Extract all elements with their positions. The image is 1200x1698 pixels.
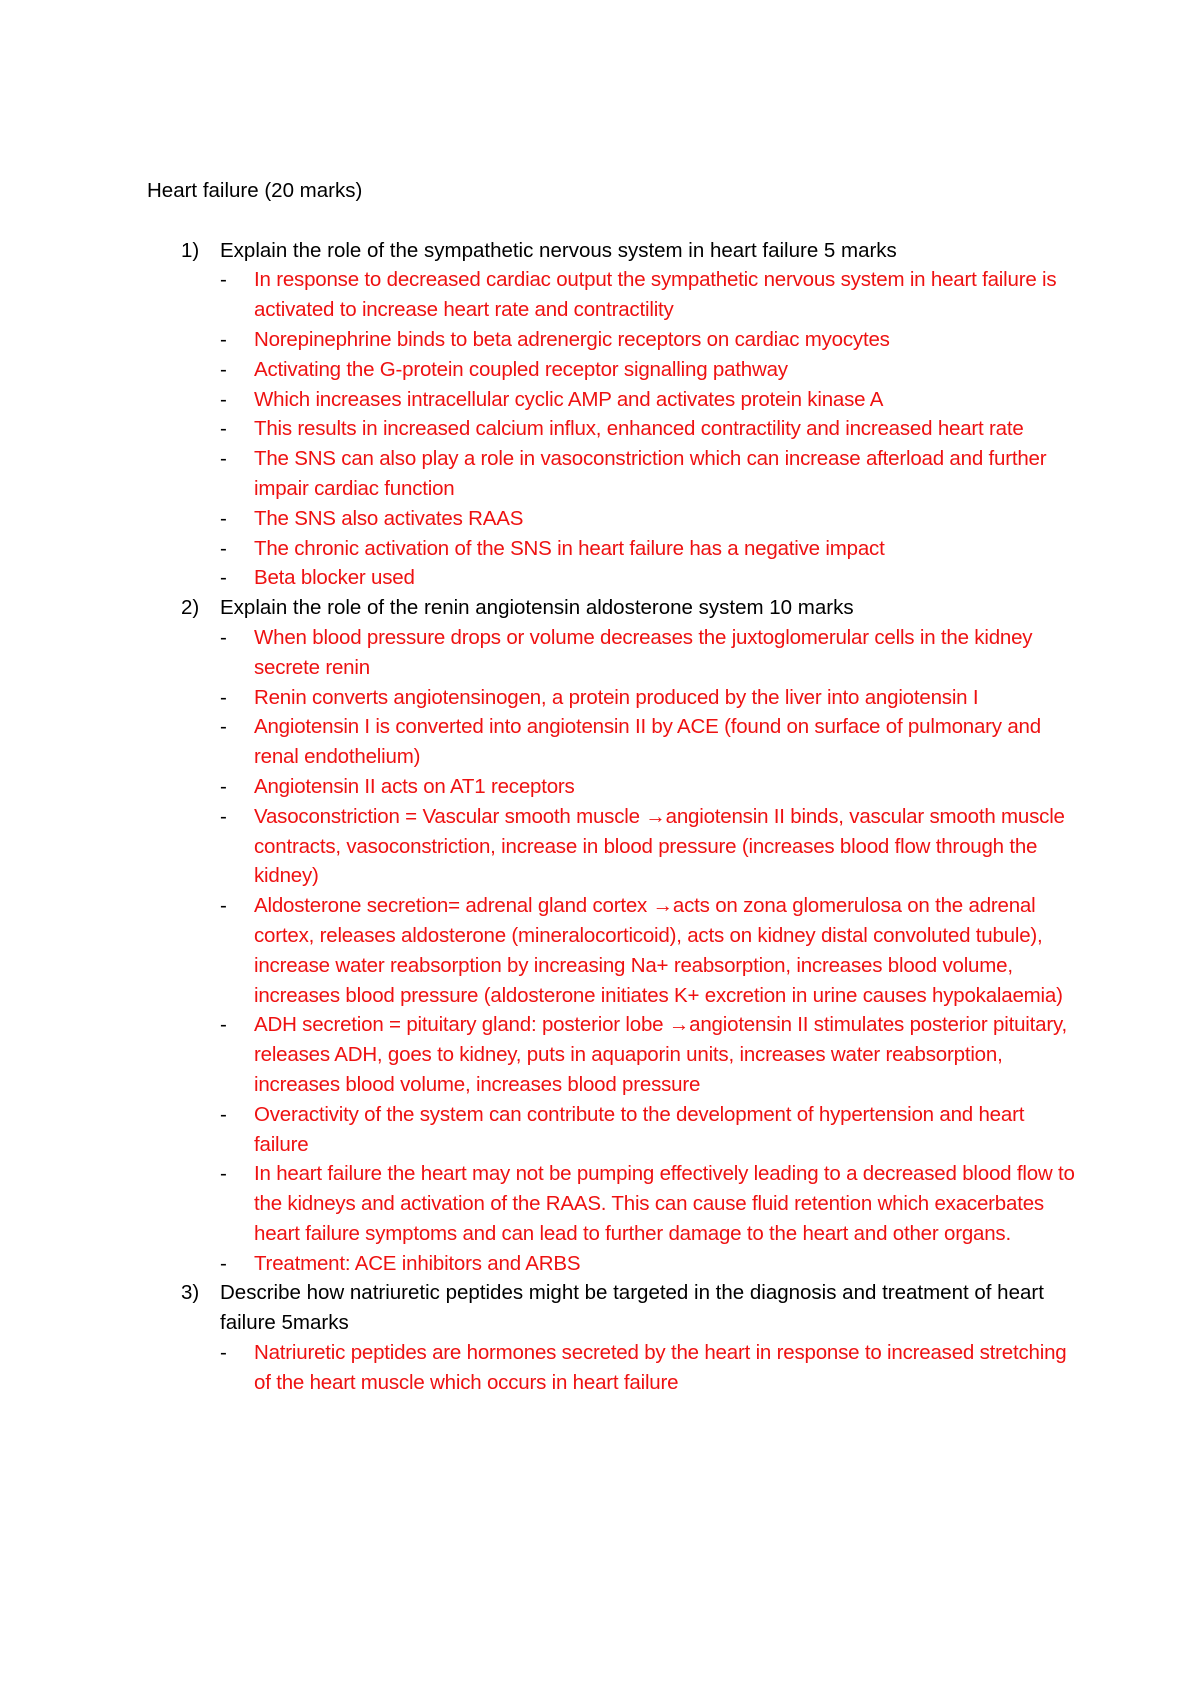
answer-item xyxy=(220,325,1077,355)
answer-item xyxy=(220,1100,1077,1160)
document-body xyxy=(147,176,1077,1398)
bullet-dash: - xyxy=(220,536,227,560)
answer-item xyxy=(220,414,1077,444)
answer-text: Aldosterone secretion= adrenal gland cortex →acts on zona glomerulosa on the adrenal cortex, releases aldosterone (mineralocorticoid), acts on kidney distal convoluted tubule), increase water reabsorption by increasing Na+ reabsorption, increases blood volume, increases blood pressure (aldosterone initiates K+ excretion in urine causes hypokalaemia) xyxy=(254,894,1063,1007)
answer-list xyxy=(220,623,1077,1279)
bullet-dash: - xyxy=(220,566,227,590)
bullet-dash: - xyxy=(220,625,227,649)
answer-item xyxy=(220,1338,1077,1398)
bullet-dash: - xyxy=(220,804,227,828)
question-2 xyxy=(147,593,1077,1278)
bullet-dash: - xyxy=(220,685,227,709)
bullet-dash: - xyxy=(220,1162,227,1186)
answer-text: Beta blocker used xyxy=(254,566,415,590)
bullet-dash: - xyxy=(220,1013,227,1037)
answer-text: Activating the G-protein coupled receptor signalling pathway xyxy=(254,357,788,381)
question-text: Explain the role of the renin angiotensin aldosterone system 10 marks xyxy=(220,596,854,620)
answer-text: Natriuretic peptides are hormones secreted by the heart in response to increased stretching of the heart muscle which occurs in heart failure xyxy=(254,1341,1067,1394)
question-3 xyxy=(147,1278,1077,1397)
answer-item xyxy=(220,1249,1077,1279)
bullet-dash: - xyxy=(220,1251,227,1275)
bullet-dash: - xyxy=(220,327,227,351)
answer-text: The SNS can also play a role in vasoconstriction which can increase afterload and further impair cardiac function xyxy=(254,447,1047,500)
bullet-dash: - xyxy=(220,774,227,798)
answer-item xyxy=(220,385,1077,415)
answer-item xyxy=(220,802,1077,891)
answer-item xyxy=(220,534,1077,564)
bullet-dash: - xyxy=(220,715,227,739)
answer-item xyxy=(220,772,1077,802)
question-number: 1) xyxy=(181,238,200,262)
answer-text: Renin converts angiotensinogen, a protein produced by the liver into angiotensin I xyxy=(254,685,979,709)
bullet-dash: - xyxy=(220,1102,227,1126)
answer-item xyxy=(220,891,1077,1010)
answer-item xyxy=(220,1159,1077,1248)
answer-text: Angiotensin I is converted into angiotensin II by ACE (found on surface of pulmonary and renal endothelium) xyxy=(254,715,1041,769)
question-number: 2) xyxy=(181,596,200,620)
answer-item xyxy=(220,355,1077,385)
answer-item xyxy=(220,265,1077,325)
question-1 xyxy=(147,236,1077,594)
bullet-dash: - xyxy=(220,447,227,471)
answer-text: Norepinephrine binds to beta adrenergic receptors on cardiac myocytes xyxy=(254,327,890,351)
answer-item xyxy=(220,563,1077,593)
answer-item xyxy=(220,712,1077,772)
answer-text: In response to decreased cardiac output the sympathetic nervous system in heart failure is activated to increase heart rate and contractility xyxy=(254,268,1057,322)
bullet-dash: - xyxy=(220,357,227,381)
bullet-dash: - xyxy=(220,387,227,411)
bullet-dash: - xyxy=(220,417,227,441)
answer-text: Treatment: ACE inhibitors and ARBS xyxy=(254,1251,581,1275)
answer-item xyxy=(220,504,1077,534)
question-text: Describe how natriuretic peptides might be targeted in the diagnosis and treatment of heart failure 5marks xyxy=(220,1281,1044,1335)
bullet-dash: - xyxy=(220,1341,227,1365)
answer-text: In heart failure the heart may not be pumping effectively leading to a decreased blood flow to the kidneys and activation of the RAAS. This can cause fluid retention which exacerbates heart failure symptoms and can lead to further damage to the heart and other organs. xyxy=(254,1162,1075,1245)
answer-text: The chronic activation of the SNS in heart failure has a negative impact xyxy=(254,536,885,560)
answer-list xyxy=(220,1338,1077,1398)
answer-text: Overactivity of the system can contribute to the development of hypertension and heart failure xyxy=(254,1102,1025,1156)
answer-item xyxy=(220,683,1077,713)
question-text: Explain the role of the sympathetic nervous system in heart failure 5 marks xyxy=(220,238,897,262)
question-number: 3) xyxy=(181,1281,200,1305)
answer-text: Vasoconstriction = Vascular smooth muscle →angiotensin II binds, vascular smooth muscle contracts, vasoconstriction, increase in blood pressure (increases blood flow through the kidney) xyxy=(254,804,1065,888)
question-list xyxy=(147,236,1077,1398)
answer-text: Which increases intracellular cyclic AMP and activates protein kinase A xyxy=(254,387,884,411)
answer-item xyxy=(220,444,1077,504)
answer-list xyxy=(220,265,1077,593)
bullet-dash: - xyxy=(220,506,227,530)
answer-item xyxy=(220,1010,1077,1099)
answer-item xyxy=(220,623,1077,683)
answer-text: The SNS also activates RAAS xyxy=(254,506,524,530)
bullet-dash: - xyxy=(220,268,227,292)
bullet-dash: - xyxy=(220,894,227,918)
answer-text: ADH secretion = pituitary gland: posterior lobe →angiotensin II stimulates posterior pituitary, releases ADH, goes to kidney, puts in aquaporin units, increases water reabsorption, increases blood volume, increases blood pressure xyxy=(254,1013,1067,1096)
document-title: Heart failure (20 marks) xyxy=(147,179,363,202)
answer-text: Angiotensin II acts on AT1 receptors xyxy=(254,774,575,798)
answer-text: When blood pressure drops or volume decreases the juxtoglomerular cells in the kidney secrete renin xyxy=(254,625,1033,679)
answer-text: This results in increased calcium influx, enhanced contractility and increased heart rate xyxy=(254,417,1024,441)
